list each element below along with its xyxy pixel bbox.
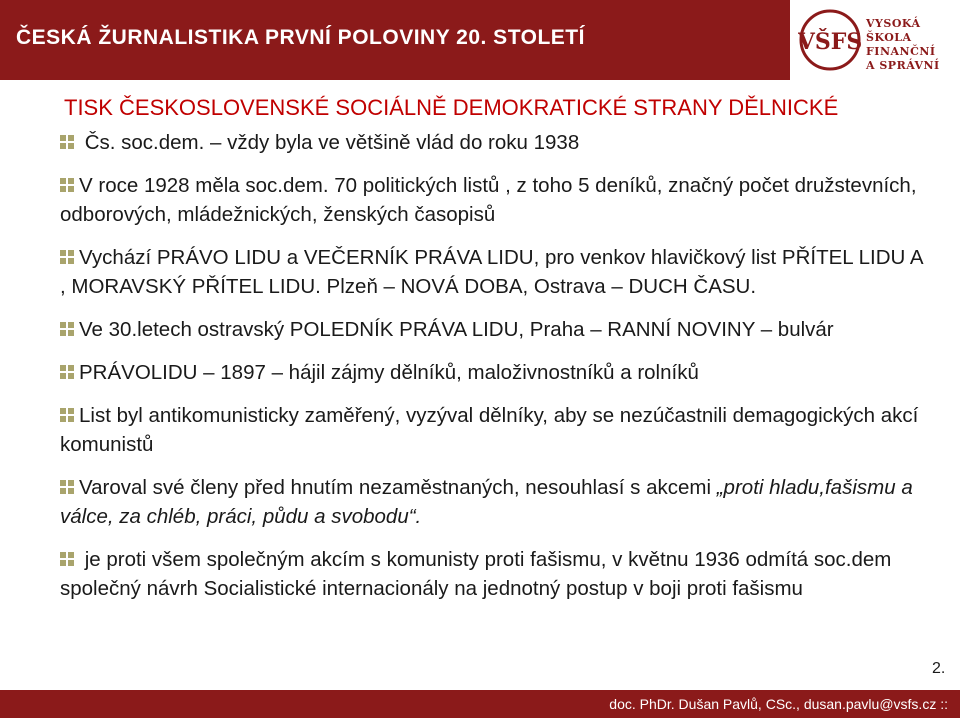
footer-author: doc. PhDr. Dušan Pavlů, CSc., dusan.pavlu@vsfs.cz ::	[609, 696, 948, 712]
logo-mark-text: VŠFS	[798, 29, 862, 55]
bullet-text: List byl antikomunisticky zaměřený, vyzýval dělníky, aby se nezúčastnili demagogických akcí komunistů	[60, 404, 919, 456]
bullet-text: V roce 1928 měla soc.dem. 70 politických listů , z toho 5 deníků, značný počet družstevních, odborových, mládežnických, ženských časopisů	[60, 174, 917, 226]
header-bar	[0, 0, 960, 80]
bullet-text: Vychází PRÁVO LIDU a VEČERNÍK PRÁVA LIDU, pro venkov hlavičkový list PŘÍTEL LIDU A , MORAVSKÝ PŘÍTEL LIDU. Plzeň – NOVÁ DOBA, Ostrava – DUCH ČASU.	[60, 246, 923, 298]
list-item	[60, 171, 930, 229]
square-bullet-icon	[60, 408, 74, 422]
bullet-text: PRÁVOLIDU – 1897 – hájil zájmy dělníků, maloživnostníků a rolníků	[79, 361, 699, 384]
square-bullet-icon	[60, 365, 74, 379]
bullet-text: je proti všem společným akcím s komunisty proti fašismu, v květnu 1936 odmítá soc.dem společný návrh Socialistické internacionály na jednotný postup v boji proti fašismu	[60, 548, 892, 600]
list-item	[60, 358, 930, 387]
list-item	[60, 128, 930, 157]
list-item	[60, 315, 930, 344]
slide-heading: TISK ČESKOSLOVENSKÉ SOCIÁLNĚ DEMOKRATICKÉ STRANY DĚLNICKÉ	[64, 95, 839, 120]
list-item	[60, 545, 920, 603]
square-bullet-icon	[60, 480, 74, 494]
slide-header-title: ČESKÁ ŽURNALISTIKA PRVNÍ POLOVINY 20. STOLETÍ	[16, 26, 585, 49]
bullet-text-italic: „proti hladu,fašismu a válce, za chléb, práci, půdu a svobodu“.	[60, 476, 913, 528]
square-bullet-icon	[60, 552, 74, 566]
vsfs-logo-icon	[798, 8, 862, 72]
logo-line: FINANČNÍ	[866, 45, 936, 58]
school-logo	[790, 0, 960, 80]
square-bullet-icon	[60, 322, 74, 336]
square-bullet-icon	[60, 178, 74, 192]
square-bullet-icon	[60, 250, 74, 264]
square-bullet-icon	[60, 135, 74, 149]
logo-line: A SPRÁVNÍ	[866, 59, 940, 72]
logo-text	[866, 17, 958, 73]
bullet-text: Varoval své členy před hnutím nezaměstnaných, nesouhlasí s akcemi	[79, 476, 717, 499]
bullet-text: Ve 30.letech ostravský POLEDNÍK PRÁVA LIDU, Praha – RANNÍ NOVINY – bulvár	[79, 318, 834, 341]
bullet-text: Čs. soc.dem. – vždy byla ve většině vlád do roku 1938	[79, 131, 580, 154]
list-item	[60, 401, 930, 459]
list-item	[60, 243, 930, 301]
list-item	[60, 473, 930, 531]
logo-line: VYSOKÁ ŠKOLA	[866, 17, 921, 44]
footer-bar	[0, 690, 960, 718]
bullet-list	[60, 128, 930, 603]
page-number: 2.	[932, 660, 946, 677]
